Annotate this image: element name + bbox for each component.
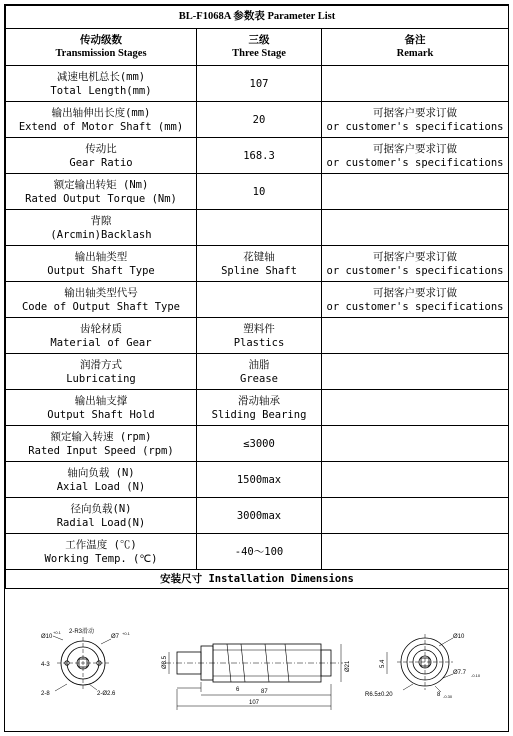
table-row xyxy=(6,246,509,282)
title-row xyxy=(6,6,509,29)
table-row xyxy=(6,66,509,102)
header-remark: 备注 Remark xyxy=(322,29,509,66)
param-name-en: Rated Output Torque (Nm) xyxy=(25,192,177,205)
param-name-cell xyxy=(6,534,197,570)
param-name-en: Output Shaft Type xyxy=(47,264,155,277)
remark-en: or customer's specifications xyxy=(326,264,504,277)
table-row xyxy=(6,354,509,390)
param-value-cell xyxy=(197,102,322,138)
remark-en: or customer's specifications xyxy=(326,156,504,169)
table-row xyxy=(6,210,509,246)
param-name-cn: 输出轴类型代号 xyxy=(64,286,138,299)
table-row xyxy=(6,534,509,570)
param-name-cell xyxy=(6,210,197,246)
remark-cell xyxy=(322,174,509,210)
param-value-cn: 花键轴 xyxy=(243,250,275,263)
remark-cell xyxy=(322,390,509,426)
param-name-en: Axial Load (N) xyxy=(56,480,146,493)
remark-cell xyxy=(322,102,509,138)
dim-side-dmax: Ø21 xyxy=(345,660,351,672)
dim-right-w: 8 xyxy=(437,692,441,698)
remark-cell xyxy=(322,498,509,534)
table-row xyxy=(6,174,509,210)
param-value: 20 xyxy=(252,113,266,126)
param-value-cell xyxy=(197,66,322,102)
param-name-cn: 润滑方式 xyxy=(80,358,122,371)
remark-cn: 可据客户要求订做 xyxy=(373,286,457,299)
dim-side-l1: 6 xyxy=(236,687,240,693)
dim-left-d2: Ø7 xyxy=(111,634,120,640)
table-row xyxy=(6,462,509,498)
remark-cell xyxy=(322,462,509,498)
param-name-cn: 额定输出转矩 (Nm) xyxy=(53,178,149,191)
param-name-cn: 轴向负载 (N) xyxy=(67,466,135,479)
param-name-en: Extend of Motor Shaft (mm) xyxy=(18,120,184,133)
table-row xyxy=(6,426,509,462)
param-value: 1500max xyxy=(236,473,282,486)
param-value-cell xyxy=(197,174,322,210)
param-name-cell xyxy=(6,174,197,210)
param-value: 10 xyxy=(252,185,266,198)
param-value-cell xyxy=(197,390,322,426)
param-name-cell xyxy=(6,282,197,318)
param-value: 107 xyxy=(249,77,269,90)
parameter-table xyxy=(5,5,509,589)
left-end-view xyxy=(53,636,111,691)
header-row xyxy=(6,29,509,66)
dim-side-total: 107 xyxy=(249,700,260,706)
param-value: Grease xyxy=(240,372,278,385)
param-name-cell xyxy=(6,66,197,102)
table-title: BL-F1068A 参数表 Parameter List xyxy=(6,6,509,29)
param-name-cell xyxy=(6,426,197,462)
remark-cell xyxy=(322,426,509,462)
svg-text:+0.1: +0.1 xyxy=(122,631,130,636)
param-name-cn: 工作温度 (℃) xyxy=(65,538,137,551)
param-value-cell xyxy=(197,498,322,534)
remark-cell xyxy=(322,282,509,318)
param-name-cn: 齿轮材质 xyxy=(80,322,122,335)
param-value-cell xyxy=(197,534,322,570)
param-value: ≤3000 xyxy=(243,437,275,450)
param-value-cell xyxy=(197,138,322,174)
remark-cell xyxy=(322,210,509,246)
header-three-stage: 三级 Three Stage xyxy=(197,29,322,66)
svg-text:+0.1: +0.1 xyxy=(53,630,61,635)
remark-cell xyxy=(322,246,509,282)
table-row xyxy=(6,282,509,318)
param-name-cell xyxy=(6,390,197,426)
header-transmission-stages: 传动级数 Transmission Stages xyxy=(6,29,197,66)
remark-cell xyxy=(322,66,509,102)
dim-left-d1: Ø10 xyxy=(41,634,53,640)
remark-en: or customer's specifications xyxy=(326,300,504,313)
param-name-en: (Arcmin)Backlash xyxy=(50,228,152,241)
param-name-cell xyxy=(6,138,197,174)
remark-cell xyxy=(322,354,509,390)
param-value: -40～100 xyxy=(234,545,284,558)
param-name-en: Code of Output Shaft Type xyxy=(21,300,181,313)
param-value-cn: 塑料件 xyxy=(243,322,275,335)
param-name-cn: 传动比 xyxy=(85,142,117,155)
param-name-en: Output Shaft Hold xyxy=(47,408,155,421)
param-name-cell xyxy=(6,354,197,390)
param-name-en: Working Temp. (℃) xyxy=(44,552,158,565)
dim-left-m: 2-8 xyxy=(41,691,50,697)
dim-side-ds: Ø8.5 xyxy=(162,655,168,669)
param-value-cell xyxy=(197,246,322,282)
dim-right-h: 5.4 xyxy=(380,659,386,668)
param-name-cell xyxy=(6,246,197,282)
dim-side-l2: 87 xyxy=(261,689,268,695)
table-row xyxy=(6,102,509,138)
param-value: Sliding Bearing xyxy=(211,408,307,421)
param-name-en: Gear Ratio xyxy=(69,156,133,169)
param-value-cell xyxy=(197,210,322,246)
table-row xyxy=(6,318,509,354)
section-row xyxy=(6,570,509,589)
remark-cn: 可据客户要求订做 xyxy=(373,250,457,263)
remark-cn: 可据客户要求订做 xyxy=(373,142,457,155)
table-row xyxy=(6,390,509,426)
param-name-cn: 背隙 xyxy=(90,214,112,227)
svg-text:-0.10: -0.10 xyxy=(471,673,481,678)
param-name-cn: 减速电机总长(mm) xyxy=(56,70,146,83)
param-value-cell xyxy=(197,318,322,354)
right-end-view xyxy=(387,634,453,692)
param-name-en: Lubricating xyxy=(66,372,136,385)
param-name-en: Material of Gear xyxy=(50,336,152,349)
param-name-en: Radial Load(N) xyxy=(56,516,146,529)
param-name-cn: 输出轴支撑 xyxy=(74,394,128,407)
remark-cell xyxy=(322,318,509,354)
param-name-cn: 输出轴类型 xyxy=(74,250,128,263)
remark-en: or customer's specifications xyxy=(326,120,504,133)
section-title: 安装尺寸 Installation Dimensions xyxy=(6,570,509,589)
param-name-cell xyxy=(6,462,197,498)
param-name-cell xyxy=(6,498,197,534)
dim-right-r: R6.5±0.20 xyxy=(365,692,393,698)
param-name-cn: 输出轴伸出长度(mm) xyxy=(51,106,151,119)
param-name-cn: 额定输入转速 (rpm) xyxy=(50,430,152,443)
param-name-cn: 径向负载(N) xyxy=(70,502,132,515)
param-name-cell xyxy=(6,318,197,354)
param-value-cell xyxy=(197,282,322,318)
param-value-cell xyxy=(197,354,322,390)
dim-right-d1: Ø10 xyxy=(453,634,465,640)
remark-cn: 可据客户要求订做 xyxy=(373,106,457,119)
param-value-cn: 油脂 xyxy=(248,358,270,371)
table-row xyxy=(6,498,509,534)
dim-right-d2: Ø7.7 xyxy=(453,670,467,676)
remark-cell xyxy=(322,138,509,174)
param-value-cn: 滑动轴承 xyxy=(238,394,280,407)
dim-left-r: 2-R3滑动 xyxy=(69,629,95,635)
param-value: 168.3 xyxy=(243,149,275,162)
param-value: 3000max xyxy=(236,509,282,522)
param-name-en: Total Length(mm) xyxy=(50,84,152,97)
param-value-cell xyxy=(197,426,322,462)
param-name-en: Rated Input Speed (rpm) xyxy=(28,444,174,457)
remark-cell xyxy=(322,534,509,570)
param-value: Plastics xyxy=(233,336,285,349)
dim-left-h: 4-3 xyxy=(41,662,50,668)
param-value-cell xyxy=(197,462,322,498)
dim-left-holes: 2-Ø2.6 xyxy=(97,691,116,697)
installation-drawing xyxy=(5,594,508,731)
table-row xyxy=(6,138,509,174)
param-value: Spline Shaft xyxy=(221,264,297,277)
param-name-cell xyxy=(6,102,197,138)
svg-text:-0.30: -0.30 xyxy=(443,694,453,699)
parameter-sheet xyxy=(4,4,509,732)
